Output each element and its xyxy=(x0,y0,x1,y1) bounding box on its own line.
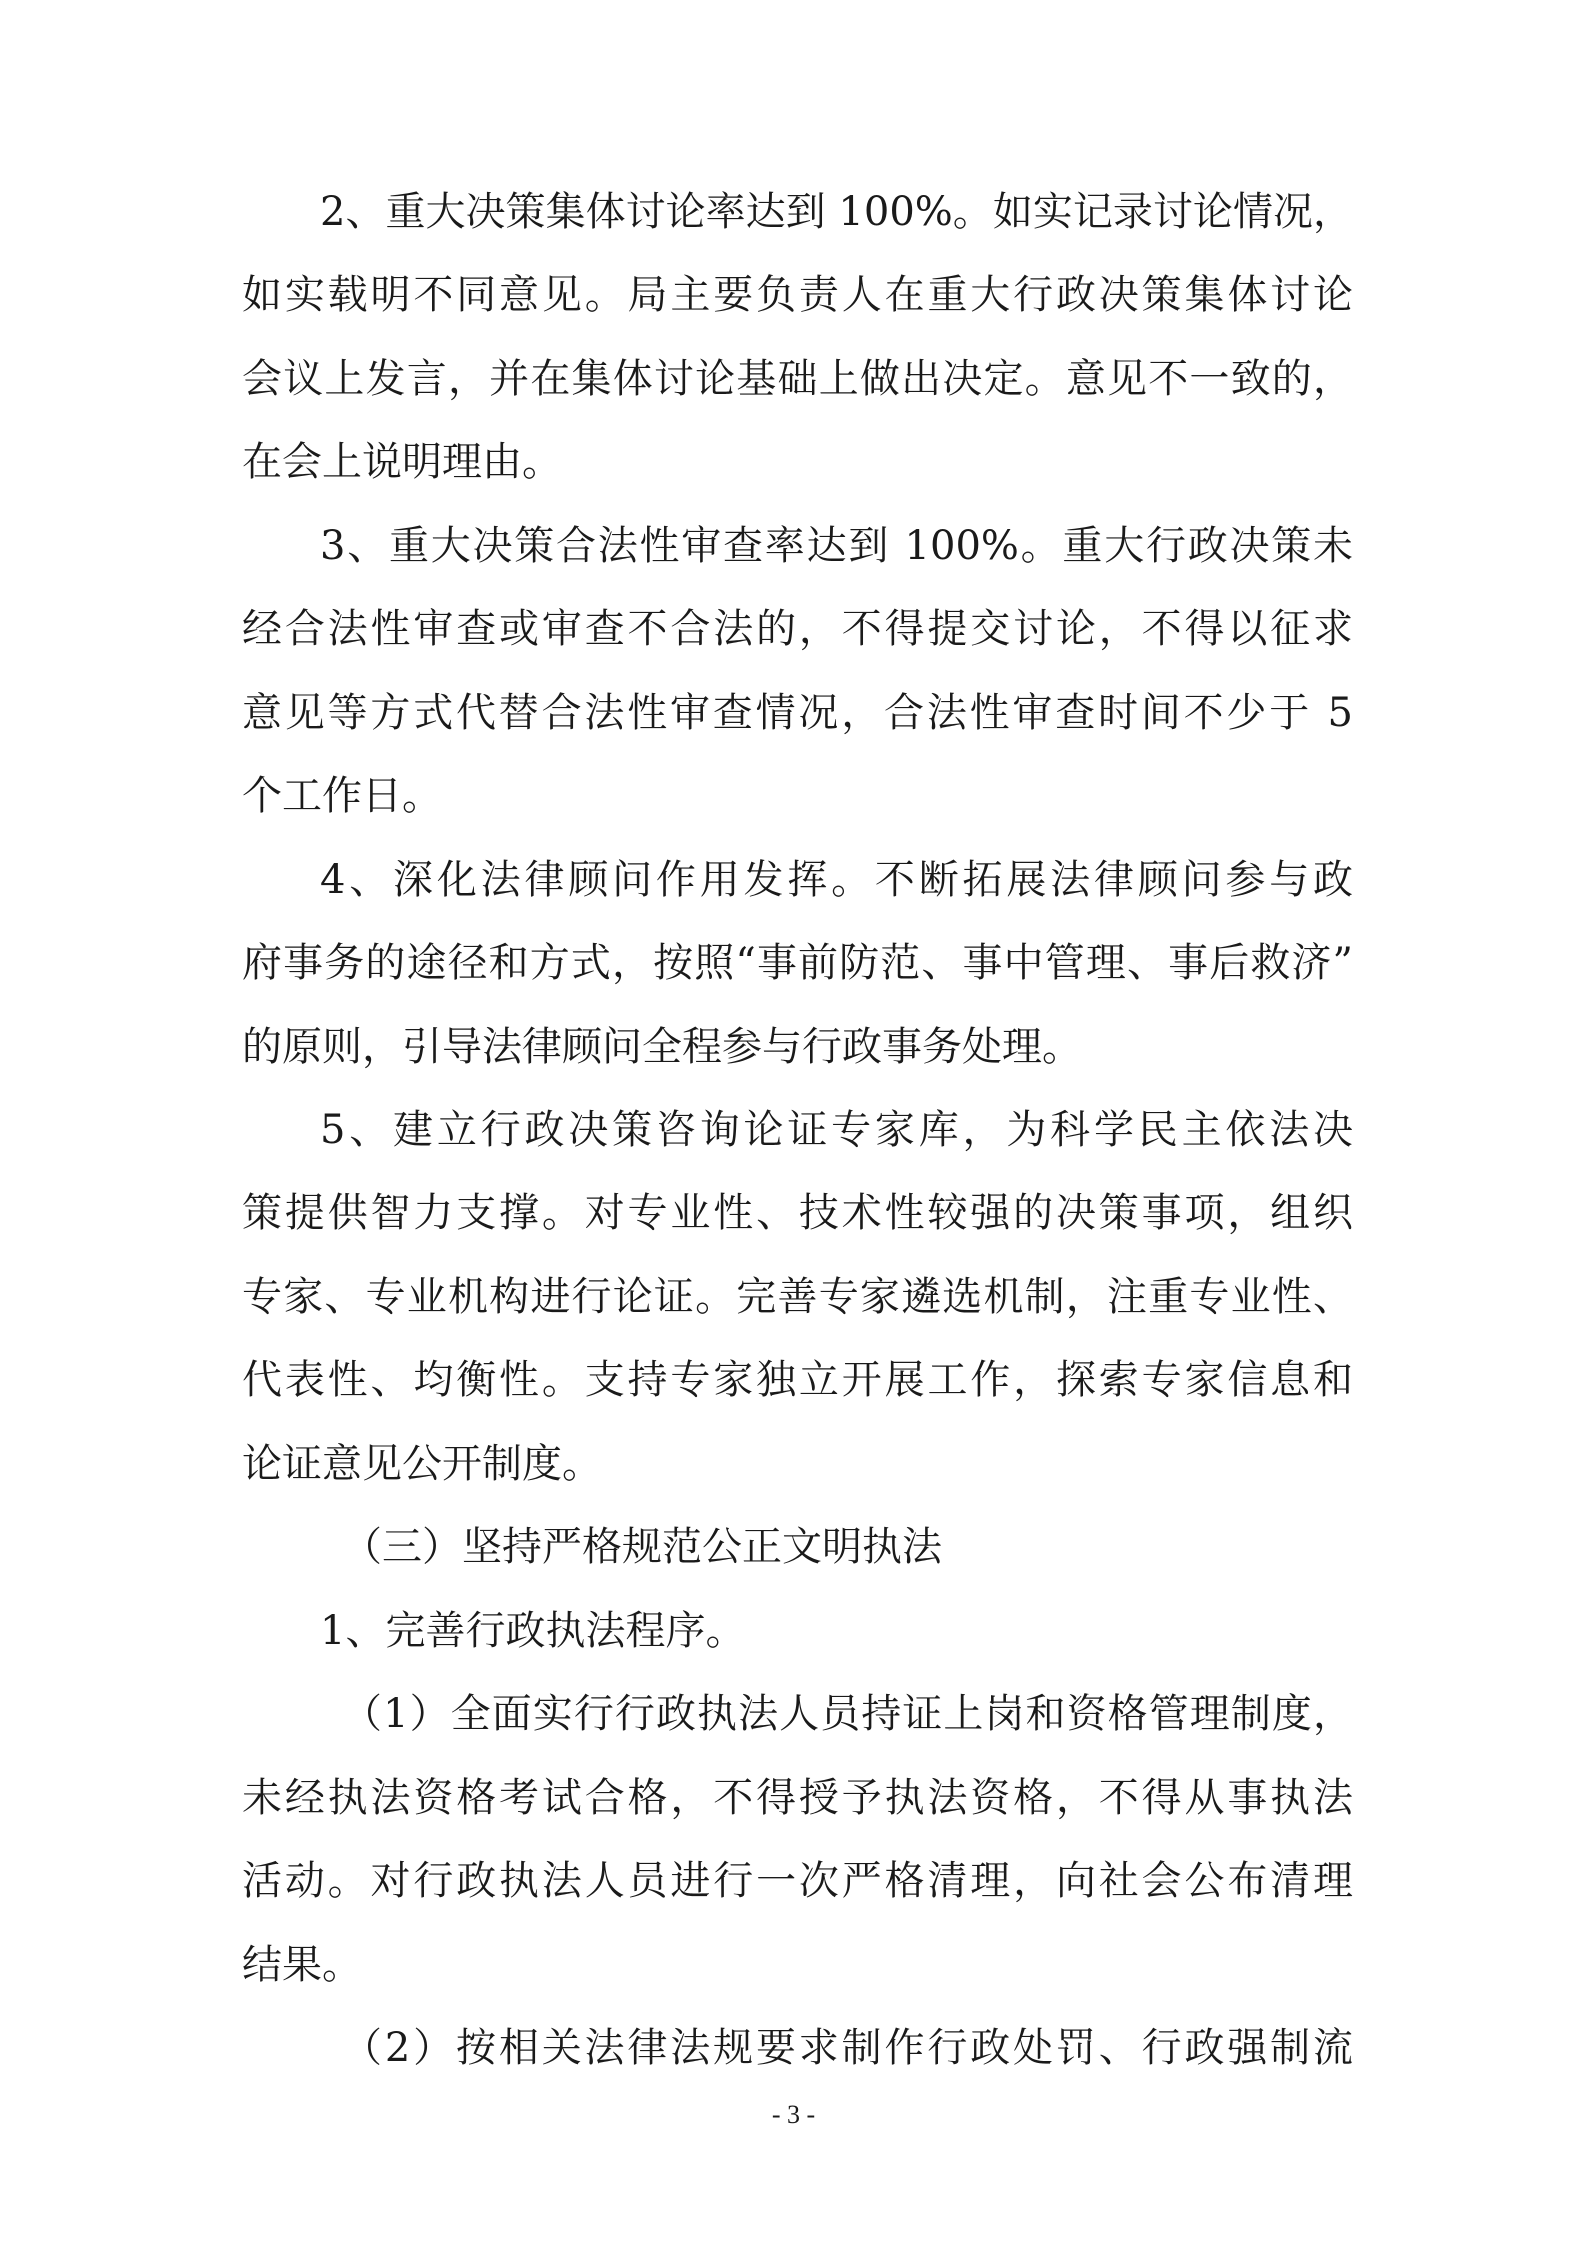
paragraph-line: 5、建立行政决策咨询论证专家库，为科学民主依法决 xyxy=(320,1107,1353,1153)
paragraph-line: 府事务的途径和方式，按照“事前防范、事中管理、事后救济” xyxy=(242,940,1353,986)
paragraph-line: （1）全面实行行政执法人员持证上岗和资格管理制度， xyxy=(342,1691,1353,1737)
paragraph-line: 专家、专业机构进行论证。完善专家遴选机制，注重专业性、 xyxy=(242,1274,1353,1320)
paragraph-line: 在会上说明理由。 xyxy=(242,439,562,485)
page-number: - 3 - xyxy=(771,2100,816,2129)
paragraph-line: 2、重大决策集体讨论率达到 100%。如实记录讨论情况， xyxy=(320,189,1353,235)
paragraph-line: 会议上发言，并在集体讨论基础上做出决定。意见不一致的， xyxy=(242,356,1353,402)
paragraph-line: 经合法性审查或审查不合法的，不得提交讨论，不得以征求 xyxy=(242,606,1353,652)
paragraph-line: 意见等方式代替合法性审查情况，合法性审查时间不少于 5 xyxy=(242,690,1353,736)
paragraph-line: 1、完善行政执法程序。 xyxy=(320,1608,746,1654)
paragraph-line: 活动。对行政执法人员进行一次严格清理，向社会公布清理 xyxy=(242,1858,1353,1904)
paragraph-line: 如实载明不同意见。局主要负责人在重大行政决策集体讨论 xyxy=(242,272,1353,318)
paragraph-line: 未经执法资格考试合格，不得授予执法资格，不得从事执法 xyxy=(242,1775,1353,1821)
paragraph-line: （2）按相关法律法规要求制作行政处罚、行政强制流 xyxy=(342,2025,1353,2071)
paragraph-line: 代表性、均衡性。支持专家独立开展工作，探索专家信息和 xyxy=(242,1357,1353,1403)
paragraph-line: 策提供智力支撑。对专业性、技术性较强的决策事项，组织 xyxy=(242,1190,1353,1236)
paragraph-line: 4、深化法律顾问作用发挥。不断拓展法律顾问参与政 xyxy=(320,857,1353,903)
section-heading: （三）坚持严格规范公正文明执法 xyxy=(342,1524,942,1570)
paragraph-line: 个工作日。 xyxy=(242,773,442,819)
paragraph-line: 3、重大决策合法性审查率达到 100%。重大行政决策未 xyxy=(320,523,1353,569)
paragraph-line: 的原则，引导法律顾问全程参与行政事务处理。 xyxy=(242,1024,1082,1070)
paragraph-line: 论证意见公开制度。 xyxy=(242,1441,602,1487)
paragraph-line: 结果。 xyxy=(242,1942,362,1988)
